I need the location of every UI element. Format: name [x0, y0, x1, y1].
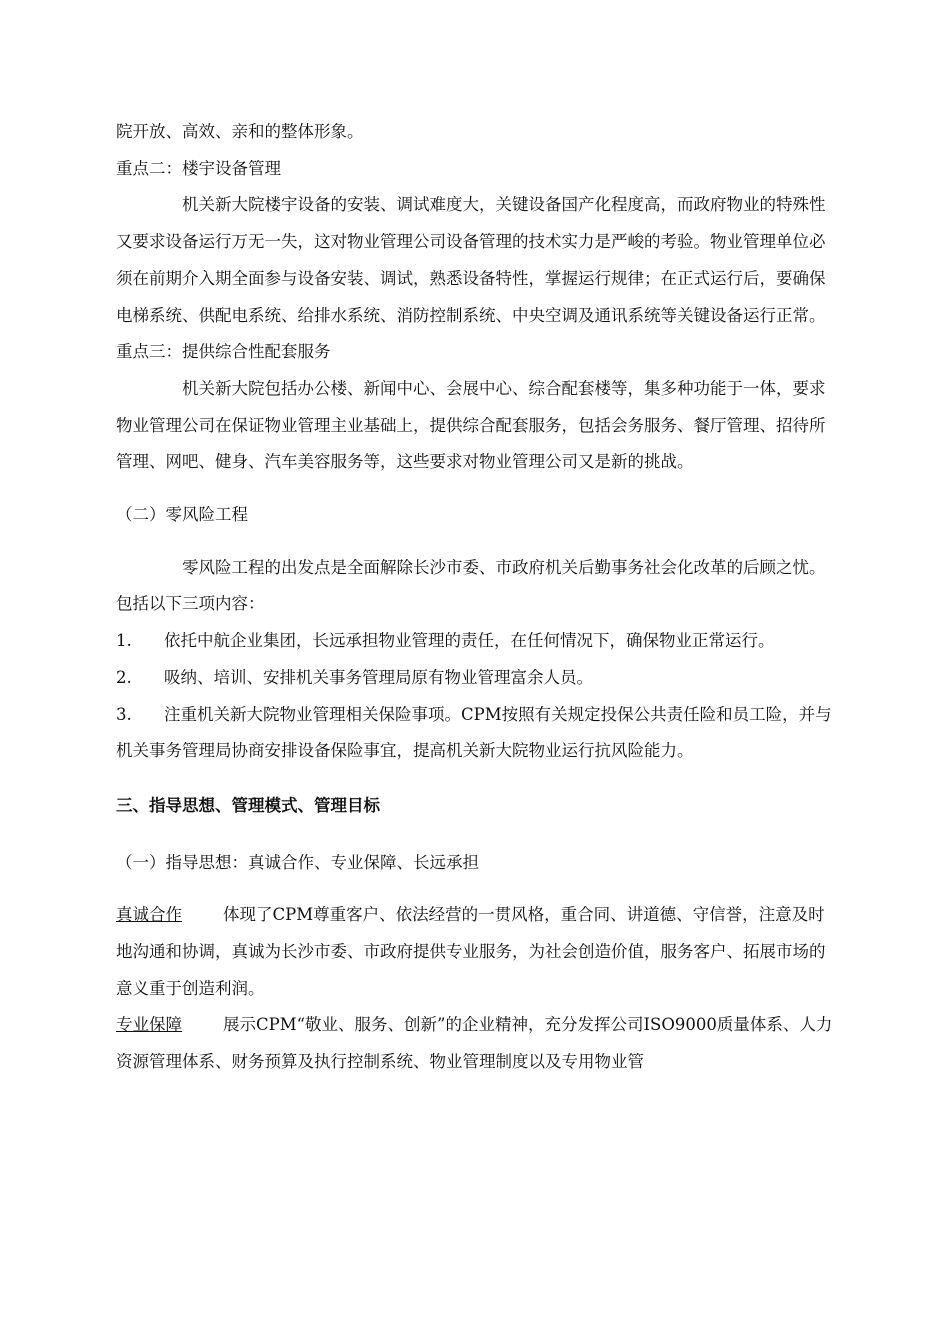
subsection-zero-risk-title: （二）零风险工程 — [116, 505, 248, 525]
term-label: 专业保障 — [116, 1015, 182, 1035]
term-text: 体现了CPM尊重客户、依法经营的一贯风格，重合同、讲道德、守信誉，注意及时地沟通和协调，真诚为长沙市委、市政府提供专业服务，为社会创造价值，服务客户、拓展市场的意义重于创造利润。 — [116, 905, 826, 998]
list-item — [116, 697, 838, 770]
list-text: 注重机关新大院物业管理相关保险事项。CPM按照有关规定投保公共责任险和员工险，并与机关事务管理局协商安排设备保险事宜，提高机关新大院物业运行抗风险能力。 — [116, 704, 832, 761]
term-label: 真诚合作 — [116, 905, 182, 925]
list-number: 3. — [116, 704, 132, 724]
paragraph-integrated-services: 机关新大院包括办公楼、新闻中心、会展中心、综合配套楼等，集多种功能于一体，要求物业管理公司在保证物业管理主业基础上，提供综合配套服务，包括会务服务、餐厅管理、招待所管理、网吧、健身、汽车美容服务等，这些要求对物业管理公司又是新的挑战。 — [116, 378, 826, 472]
term-paragraph — [116, 897, 838, 1007]
section-3-title: 三、指导思想、管理模式、管理目标 — [116, 795, 380, 815]
paragraph-equipment-management: 机关新大院楼宇设备的安装、调试难度大，关键设备国产化程度高，而政府物业的特殊性又要求设备运行万无一失，这对物业管理公司设备管理的技术实力是严峻的考验。物业管理单位必须在前期介入期全面参与设备安装、调试，熟悉设备特性，掌握运行规律；在正式运行后，要确保电梯系统、供配电系统、给排水系统、消防控制系统、中央空调及通讯系统等关键设备运行正常。 — [116, 195, 826, 325]
list-text: 吸纳、培训、安排机关事务管理局原有物业管理富余人员。 — [164, 667, 593, 687]
list-item — [116, 623, 838, 660]
list-number: 1. — [116, 631, 132, 651]
list-item — [116, 660, 838, 697]
paragraph-zero-risk: 零风险工程的出发点是全面解除长沙市委、市政府机关后勤事务社会化改革的后顾之忧。包括以下三项内容： — [116, 557, 826, 614]
list-number: 2. — [116, 667, 132, 687]
heading-key-point-3: 重点三：提供综合性配套服务 — [116, 342, 331, 362]
document-page — [116, 114, 838, 1081]
term-text: 展示CPM“敬业、服务、创新”的企业精神，充分发挥公司ISO9000质量体系、人力资源管理体系、财务预算及执行控制系统、物业管理制度以及专用物业管 — [116, 1015, 833, 1072]
term-paragraph — [116, 1007, 838, 1080]
heading-key-point-2: 重点二：楼宇设备管理 — [116, 158, 281, 178]
list-text: 依托中航企业集团，长远承担物业管理的责任，在任何情况下，确保物业正常运行。 — [164, 631, 775, 651]
paragraph-continued: 院开放、高效、亲和的整体形象。 — [116, 122, 364, 141]
subsection-guiding-ideology-title: （一）指导思想：真诚合作、专业保障、长远承担 — [116, 852, 479, 872]
